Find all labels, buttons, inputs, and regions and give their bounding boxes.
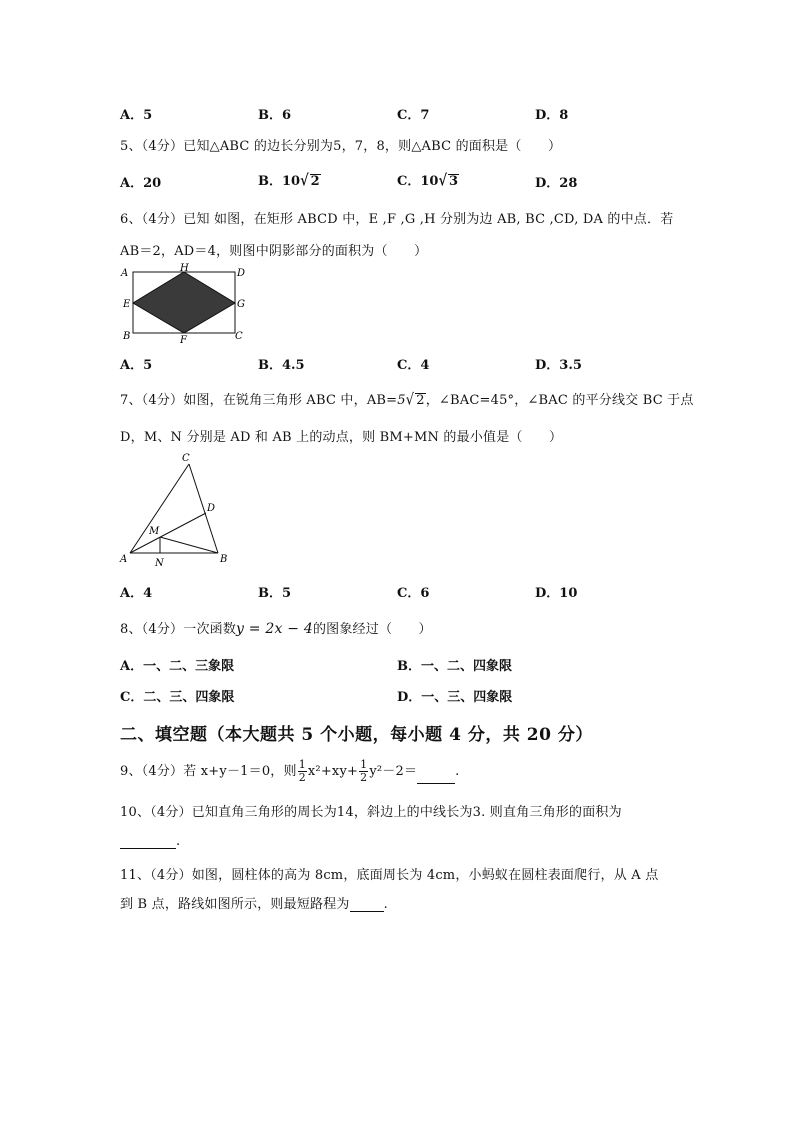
q9-pre: 9、（4分）若 x+y－1＝0，则 [120, 764, 297, 779]
q11-end: . [383, 897, 388, 912]
label-d: D [237, 268, 246, 279]
q9-end: . [455, 764, 460, 779]
q9-post: y²－2＝ [369, 764, 418, 779]
label-f: F [180, 335, 187, 345]
label-h: H [180, 263, 189, 274]
sqrt-sign-icon: √ [405, 391, 415, 410]
q4-option-b: B．6 [258, 108, 292, 123]
q4-option-d: D．8 [535, 108, 569, 123]
q11-line1: 11、（4分）如图，圆柱体的高为 8cm，底面周长为 4cm，小蚂蚁在圆柱表面爬行，从 A 点 [120, 868, 659, 883]
q8-stem [120, 618, 432, 637]
q7-option-b: B．5 [258, 586, 292, 601]
q6-line1: 6、（4分）已知 如图，在矩形 ABCD 中，E ,F ,G ,H 分别为边 AB, BC ,CD, DA 的中点．若 [120, 212, 674, 227]
q8-formula: y = 2x − 4 [236, 621, 313, 637]
q9-fraction-1 [298, 759, 307, 784]
label-c: C [235, 331, 243, 342]
q9-frac2-num: 1 [360, 758, 368, 771]
sqrt-sign-icon: √ [300, 172, 309, 191]
q8-stem-pre: 8、（4分）一次函数 [120, 622, 237, 637]
label-g: G [237, 299, 245, 310]
q11-answer-blank[interactable] [350, 899, 384, 912]
label-e: E [123, 299, 131, 310]
q5-stem: 5、（4分）已知△ABC 的边长分别为5，7，8，则△ABC 的面积是（ ） [120, 139, 562, 154]
label-c: C [182, 453, 190, 464]
label-a: A [120, 554, 128, 565]
q9-fraction-2 [359, 759, 368, 784]
q6-option-d: D．3.5 [535, 358, 582, 373]
q5-option-b-radicand: 2 [310, 174, 320, 189]
q11-line2 [120, 893, 388, 912]
q6-rectangle-figure [118, 263, 253, 345]
q5-option-d: D．28 [535, 176, 578, 191]
q5-option-b [258, 170, 321, 189]
q10-line2 [120, 834, 180, 849]
q9-frac2-den: 2 [360, 771, 368, 784]
q10-end: . [176, 834, 181, 849]
section-2-title: 二、填空题（本大题共 5 个小题，每小题 4 分，共 20 分） [120, 725, 593, 745]
sqrt-sign-icon: √ [438, 172, 447, 191]
label-b: B [220, 554, 228, 565]
q8-option-a: A．一、二、三象限 [120, 659, 235, 674]
q6-line2: AB＝2，AD＝4，则图中阴影部分的面积为（ ） [120, 244, 428, 259]
q5-option-b-prefix: B．10 [258, 174, 301, 189]
label-d: D [207, 503, 216, 514]
q7-line2: D，M、N 分别是 AD 和 AB 上的动点，则 BM+MN 的最小值是（ ） [120, 430, 563, 445]
label-b: B [123, 331, 131, 342]
q7-ab-coef: 5 [397, 393, 406, 408]
q7-line1-post: ，∠BAC=45°，∠BAC 的平分线交 BC 于点 [425, 393, 694, 408]
q7-option-c: C．6 [397, 586, 430, 601]
shaded-rhombus [133, 272, 235, 333]
q7-line1 [120, 389, 694, 408]
q5-option-c-prefix: C．10 [397, 174, 439, 189]
label-n: N [155, 558, 164, 569]
q9-frac1-num: 1 [298, 758, 306, 771]
q7-ab-radicand: 2 [416, 393, 425, 408]
q6-option-b: B．4.5 [258, 358, 305, 373]
q10-answer-blank[interactable] [120, 836, 176, 849]
q5-option-a: A．20 [120, 176, 162, 191]
q5-option-c [397, 170, 459, 189]
q7-line1-pre: 7、（4分）如图，在锐角三角形 ABC 中，AB= [120, 393, 398, 408]
q8-option-b: B．一、二、四象限 [397, 659, 512, 674]
q9-answer-blank[interactable] [417, 771, 455, 784]
q10-line1: 10、（4分）已知直角三角形的周长为14，斜边上的中线长为3. 则直角三角形的面积为 [120, 805, 622, 820]
q8-option-c: C．二、三、四象限 [120, 690, 235, 705]
q9-frac1-den: 2 [298, 771, 306, 784]
q5-option-c-radicand: 3 [449, 174, 459, 189]
q7-triangle-figure [118, 452, 233, 570]
label-a: A [121, 268, 129, 279]
q7-option-a: A．4 [120, 586, 153, 601]
q11-line2-pre: 到 B 点，路线如图所示，则最短路程为 [120, 897, 350, 912]
q8-option-d: D．一、三、四象限 [397, 690, 513, 705]
q6-option-c: C．4 [397, 358, 430, 373]
q9-mid: x²+xy+ [307, 764, 359, 779]
q9-stem [120, 759, 459, 784]
q4-option-c: C．7 [397, 108, 430, 123]
q8-stem-post: 的图象经过（ ） [312, 622, 432, 637]
q7-option-d: D．10 [535, 586, 578, 601]
label-m: M [149, 526, 160, 537]
q4-option-a: A．5 [120, 108, 153, 123]
q6-option-a: A．5 [120, 358, 153, 373]
